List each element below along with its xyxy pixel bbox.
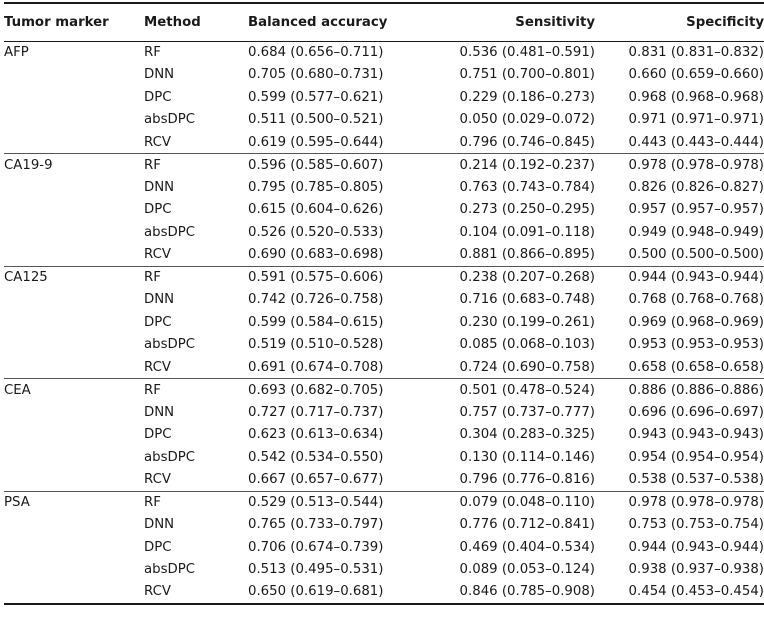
sensitivity-cell: 0.469 (0.404–0.534) [459, 539, 595, 555]
method-cell: DPC [144, 427, 172, 443]
table-row [4, 379, 764, 402]
table-row [4, 41, 764, 64]
tumor-marker-cell [4, 356, 144, 379]
balanced-accuracy-cell: 0.511 (0.500–0.521) [248, 112, 384, 128]
balanced-accuracy-cell: 0.623 (0.613–0.634) [248, 427, 384, 443]
table-row [4, 424, 764, 447]
balanced-accuracy-cell: 0.599 (0.584–0.615) [248, 314, 384, 330]
table-row [4, 311, 764, 334]
balanced-accuracy-cell: 0.765 (0.733–0.797) [248, 517, 384, 533]
balanced-accuracy-cell: 0.591 (0.575–0.606) [244, 266, 430, 289]
balanced-accuracy-cell: 0.667 (0.657–0.677) [248, 472, 384, 487]
sensitivity-cell: 0.273 (0.250–0.295) [459, 202, 595, 218]
specificity-cell: 0.831 (0.831–0.832) [628, 45, 764, 60]
balanced-accuracy-cell: 0.599 (0.577–0.621) [248, 89, 384, 105]
tumor-marker-cell [4, 401, 144, 424]
table-row [4, 334, 764, 357]
sensitivity-cell: 0.229 (0.186–0.273) [459, 89, 595, 105]
specificity-cell: 0.953 (0.953–0.953) [628, 337, 764, 353]
method-cell: RCV [144, 472, 171, 487]
sensitivity-cell: 0.238 (0.207–0.268) [430, 266, 609, 289]
method-cell: RCV [144, 581, 244, 604]
specificity-cell: 0.658 (0.658–0.658) [628, 359, 764, 375]
method-cell: RF [144, 379, 244, 402]
specificity-cell: 0.660 (0.659–0.660) [628, 67, 764, 83]
method-cell: RF [144, 45, 161, 60]
balanced-accuracy-cell: 0.795 (0.785–0.805) [248, 179, 384, 195]
specificity-cell: 0.978 (0.978–0.978) [609, 154, 764, 177]
tumor-marker-cell [4, 514, 144, 537]
specificity-cell: 0.500 (0.500–0.500) [628, 247, 764, 262]
method-cell: DNN [144, 67, 175, 83]
tumor-marker-cell [4, 536, 144, 559]
method-cell: RCV [144, 134, 171, 150]
specificity-cell: 0.969 (0.968–0.969) [628, 314, 764, 330]
specificity-cell: 0.944 (0.943–0.944) [609, 266, 764, 289]
specificity-cell: 0.454 (0.453–0.454) [609, 581, 764, 604]
sensitivity-cell: 0.763 (0.743–0.784) [459, 179, 595, 195]
balanced-accuracy-cell: 0.727 (0.717–0.737) [248, 404, 384, 420]
balanced-accuracy-cell: 0.619 (0.595–0.644) [248, 134, 384, 150]
header-specificity: Specificity [609, 3, 764, 41]
tumor-marker-cell [4, 334, 144, 357]
table-row [4, 244, 764, 267]
method-cell: RF [144, 154, 244, 177]
balanced-accuracy-cell: 0.615 (0.604–0.626) [248, 202, 384, 218]
table-row [4, 536, 764, 559]
balanced-accuracy-cell: 0.513 (0.495–0.531) [248, 562, 384, 578]
sensitivity-cell: 0.130 (0.114–0.146) [459, 449, 595, 465]
tumor-marker-cell [4, 424, 144, 447]
tumor-marker-cell [4, 446, 144, 469]
tumor-marker-cell [4, 221, 144, 244]
sensitivity-cell: 0.751 (0.700–0.801) [459, 67, 595, 83]
table-row [4, 559, 764, 582]
method-cell: DPC [144, 89, 172, 105]
specificity-cell: 0.696 (0.696–0.697) [628, 404, 764, 420]
tumor-marker-cell: PSA [4, 491, 144, 514]
tumor-marker-cell: CA125 [4, 266, 144, 289]
table-row [4, 514, 764, 537]
table-row [4, 491, 764, 514]
sensitivity-cell: 0.089 (0.053–0.124) [459, 562, 595, 578]
sensitivity-cell: 0.050 (0.029–0.072) [459, 112, 595, 128]
tumor-marker-cell [4, 581, 144, 604]
specificity-cell: 0.971 (0.971–0.971) [628, 112, 764, 128]
method-cell: DPC [144, 539, 172, 555]
header-sensitivity: Sensitivity [430, 3, 609, 41]
specificity-cell: 0.954 (0.954–0.954) [628, 449, 764, 465]
table-row [4, 176, 764, 199]
specificity-cell: 0.443 (0.443–0.444) [628, 134, 764, 150]
table-row [4, 469, 764, 492]
method-cell: RF [144, 491, 244, 514]
table-row [4, 446, 764, 469]
specificity-cell: 0.949 (0.948–0.949) [628, 224, 764, 240]
table-row [4, 154, 764, 177]
specificity-cell: 0.886 (0.886–0.886) [609, 379, 764, 402]
specificity-cell: 0.944 (0.943–0.944) [628, 539, 764, 555]
balanced-accuracy-cell: 0.706 (0.674–0.739) [248, 539, 384, 555]
method-cell: absDPC [144, 449, 196, 465]
tumor-marker-cell [4, 86, 144, 109]
method-cell: DNN [144, 179, 175, 195]
table-row [4, 401, 764, 424]
sensitivity-cell: 0.214 (0.192–0.237) [430, 154, 609, 177]
table-body [4, 41, 764, 604]
tumor-marker-cell [4, 469, 144, 492]
tumor-marker-cell: AFP [4, 45, 29, 60]
results-table [4, 2, 764, 605]
tumor-marker-cell [4, 109, 144, 132]
sensitivity-cell: 0.716 (0.683–0.748) [459, 292, 595, 308]
specificity-cell: 0.768 (0.768–0.768) [628, 292, 764, 308]
method-cell: DNN [144, 292, 175, 308]
specificity-cell: 0.753 (0.753–0.754) [628, 517, 764, 533]
specificity-cell: 0.938 (0.937–0.938) [628, 562, 764, 578]
method-cell: RF [144, 266, 244, 289]
sensitivity-cell: 0.085 (0.068–0.103) [459, 337, 595, 353]
balanced-accuracy-cell: 0.526 (0.520–0.533) [248, 224, 384, 240]
header-row [4, 3, 764, 41]
method-cell: absDPC [144, 337, 196, 353]
specificity-cell: 0.826 (0.826–0.827) [628, 179, 764, 195]
header-method: Method [144, 3, 244, 41]
method-cell: DPC [144, 202, 172, 218]
specificity-cell: 0.978 (0.978–0.978) [609, 491, 764, 514]
tumor-marker-cell [4, 244, 144, 267]
tumor-marker-cell [4, 176, 144, 199]
table-row [4, 64, 764, 87]
tumor-marker-cell [4, 311, 144, 334]
tumor-marker-cell [4, 199, 144, 222]
sensitivity-cell: 0.501 (0.478–0.524) [430, 379, 609, 402]
sensitivity-cell: 0.846 (0.785–0.908) [430, 581, 609, 604]
tumor-marker-cell: CA19-9 [4, 154, 144, 177]
table-header [4, 3, 764, 41]
tumor-marker-cell [4, 64, 144, 87]
specificity-cell: 0.943 (0.943–0.943) [628, 427, 764, 443]
table-row [4, 266, 764, 289]
sensitivity-cell: 0.304 (0.283–0.325) [459, 427, 595, 443]
balanced-accuracy-cell: 0.529 (0.513–0.544) [244, 491, 430, 514]
table-row [4, 199, 764, 222]
sensitivity-cell: 0.536 (0.481–0.591) [459, 45, 595, 60]
method-cell: RCV [144, 359, 171, 375]
tumor-marker-cell [4, 559, 144, 582]
table-row [4, 86, 764, 109]
specificity-cell: 0.538 (0.537–0.538) [628, 472, 764, 487]
tumor-marker-cell: CEA [4, 379, 144, 402]
header-tumor-marker: Tumor marker [4, 3, 144, 41]
table-row [4, 109, 764, 132]
sensitivity-cell: 0.230 (0.199–0.261) [459, 314, 595, 330]
tumor-marker-cell [4, 289, 144, 312]
balanced-accuracy-cell: 0.684 (0.656–0.711) [248, 45, 384, 60]
method-cell: DPC [144, 314, 172, 330]
header-balanced-accuracy: Balanced accuracy [244, 3, 430, 41]
specificity-cell: 0.957 (0.957–0.957) [628, 202, 764, 218]
balanced-accuracy-cell: 0.742 (0.726–0.758) [248, 292, 384, 308]
sensitivity-cell: 0.796 (0.776–0.816) [459, 472, 595, 487]
sensitivity-cell: 0.796 (0.746–0.845) [459, 134, 595, 150]
sensitivity-cell: 0.776 (0.712–0.841) [459, 517, 595, 533]
sensitivity-cell: 0.104 (0.091–0.118) [459, 224, 595, 240]
method-cell: absDPC [144, 112, 196, 128]
balanced-accuracy-cell: 0.542 (0.534–0.550) [248, 449, 384, 465]
balanced-accuracy-cell: 0.705 (0.680–0.731) [248, 67, 384, 83]
balanced-accuracy-cell: 0.519 (0.510–0.528) [248, 337, 384, 353]
sensitivity-cell: 0.079 (0.048–0.110) [430, 491, 609, 514]
table-row [4, 289, 764, 312]
table-row [4, 356, 764, 379]
method-cell: absDPC [144, 562, 196, 578]
method-cell: RCV [144, 247, 171, 262]
balanced-accuracy-cell: 0.690 (0.683–0.698) [248, 247, 384, 262]
sensitivity-cell: 0.757 (0.737–0.777) [459, 404, 595, 420]
table-row [4, 221, 764, 244]
sensitivity-cell: 0.881 (0.866–0.895) [459, 247, 595, 262]
sensitivity-cell: 0.724 (0.690–0.758) [459, 359, 595, 375]
specificity-cell: 0.968 (0.968–0.968) [628, 89, 764, 105]
method-cell: absDPC [144, 224, 196, 240]
balanced-accuracy-cell: 0.596 (0.585–0.607) [244, 154, 430, 177]
table-row [4, 581, 764, 604]
method-cell: DNN [144, 517, 175, 533]
balanced-accuracy-cell: 0.650 (0.619–0.681) [244, 581, 430, 604]
method-cell: DNN [144, 404, 175, 420]
table-row [4, 131, 764, 154]
balanced-accuracy-cell: 0.693 (0.682–0.705) [244, 379, 430, 402]
balanced-accuracy-cell: 0.691 (0.674–0.708) [248, 359, 384, 375]
tumor-marker-cell [4, 131, 144, 154]
